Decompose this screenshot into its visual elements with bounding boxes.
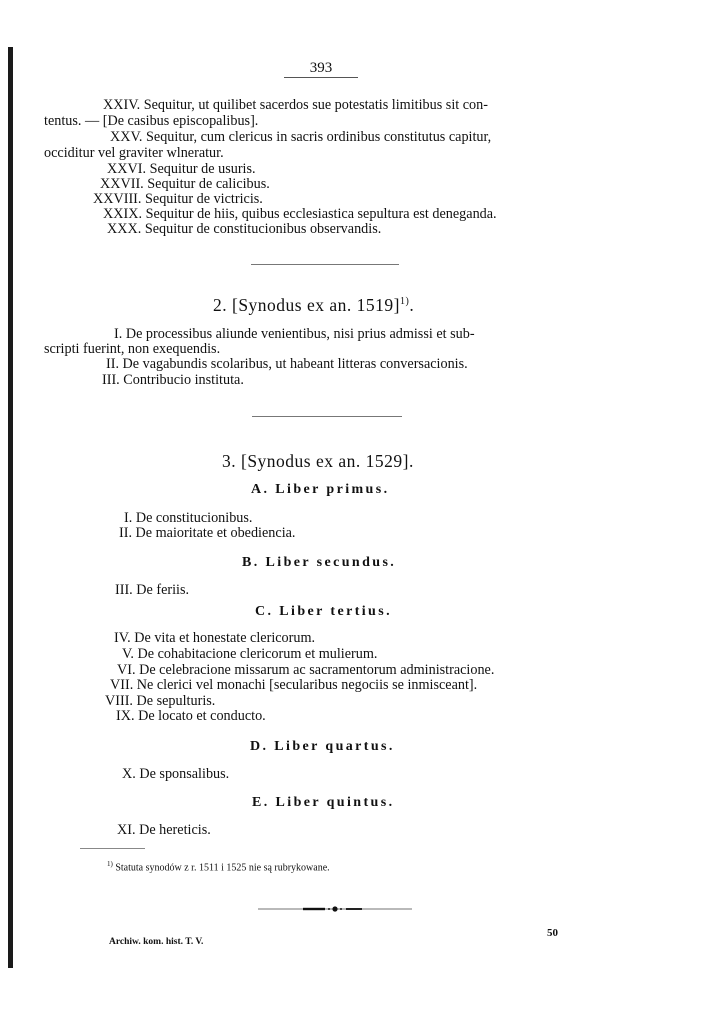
item-text: De maioritate et obediencia.	[135, 525, 296, 541]
list-item	[107, 161, 256, 177]
list-item	[114, 326, 475, 342]
item-number: XXVIII.	[93, 191, 142, 207]
item-text: De vagabundis scolaribus, ut habeant litteras conversacionis.	[122, 356, 468, 372]
item-text: De celebracione missarum ac sacramentorum administracione.	[139, 662, 495, 678]
item-text: Contribucio instituta.	[123, 372, 244, 388]
list-item	[107, 221, 381, 237]
item-number: XXIX.	[103, 206, 143, 222]
item-text: De processibus aliunde venientibus, nisi prius admissi et sub-	[125, 326, 475, 342]
footnote-text: Statuta synodów z r. 1511 i 1525 nie są rubrykowane.	[115, 862, 330, 874]
item-number: I.	[124, 510, 133, 526]
list-item	[103, 97, 488, 113]
list-item	[119, 525, 295, 541]
item-text: Sequitur de constitucionibus observandis.	[144, 221, 382, 237]
item-text: Sequitur, ut quilibet sacerdos sue potestatis limitibus sit con-	[143, 97, 488, 113]
section-heading: 3. [Synodus ex an. 1529].	[222, 451, 414, 471]
item-number: XXIV.	[103, 97, 141, 113]
book-title: E. Liber quintus.	[252, 795, 395, 810]
item-number: VI.	[117, 662, 136, 678]
item-text: De locato et conducto.	[138, 708, 266, 724]
list-item	[122, 766, 229, 782]
list-item	[122, 646, 377, 662]
list-item	[100, 176, 270, 192]
item-text: Sequitur de calicibus.	[147, 176, 270, 192]
book-title: C. Liber tertius.	[255, 604, 392, 619]
item-text: De sponsalibus.	[139, 766, 230, 782]
item-number: II.	[106, 356, 119, 372]
item-number: VIII.	[105, 693, 133, 709]
item-number: IV.	[114, 630, 131, 646]
signature-mark: Archiw. kom. hist. T. V.	[109, 937, 204, 947]
list-item	[114, 630, 315, 646]
item-text: De vita et honestate clericorum.	[134, 630, 316, 646]
item-text: Sequitur de usuris.	[149, 161, 256, 177]
item-number: IX.	[116, 708, 135, 724]
footnote-reference[interactable]: 1)	[399, 296, 410, 307]
list-item	[93, 191, 263, 207]
section-divider	[252, 416, 402, 417]
list-item	[124, 510, 252, 526]
list-item	[110, 129, 491, 145]
item-number: III.	[115, 582, 133, 598]
item-text: De constitucionibus.	[135, 510, 253, 526]
item-number: III.	[102, 372, 120, 388]
item-number: XXV.	[110, 129, 143, 145]
item-number: X.	[122, 766, 136, 782]
list-item	[117, 662, 494, 678]
footnote-marker: 1)	[107, 860, 113, 868]
footnote-separator	[80, 848, 145, 849]
list-item	[103, 206, 497, 222]
list-item-continuation: scripti fuerint, non exequendis.	[44, 341, 221, 357]
sheet-number: 50	[547, 927, 558, 939]
item-text: De sepulturis.	[136, 693, 216, 709]
list-item-continuation: tentus. — [De casibus episcopalibus].	[44, 113, 259, 129]
list-item	[116, 708, 266, 724]
item-text: Sequitur de victricis.	[145, 191, 263, 207]
item-text: Sequitur de hiis, quibus ecclesiastica sepultura est deneganda.	[145, 206, 497, 222]
list-item	[102, 372, 244, 388]
page-number: 393	[284, 60, 358, 78]
item-number: XXVII.	[100, 176, 144, 192]
item-text: Sequitur, cum clericus in sacris ordinibus constitutus capitur,	[146, 129, 492, 145]
list-item	[117, 822, 211, 838]
footnote	[107, 858, 330, 874]
item-text: Ne clerici vel monachi [secularibus negociis se inmisceant].	[136, 677, 478, 693]
list-item	[105, 693, 215, 709]
section-heading: 2. [Synodus ex an. 1519]$^{1)}$.	[213, 294, 415, 315]
item-number: XXX.	[107, 221, 142, 237]
item-number: XI.	[117, 822, 136, 838]
book-title: A. Liber primus.	[251, 482, 390, 497]
item-number: I.	[114, 326, 123, 342]
item-number: V.	[122, 646, 134, 662]
item-number: VII.	[110, 677, 134, 693]
item-number: XXVI.	[107, 161, 147, 177]
item-text: De cohabitacione clericorum et mulierum.	[137, 646, 378, 662]
item-text: De hereticis.	[139, 822, 211, 838]
list-item	[106, 356, 468, 372]
list-item	[115, 582, 189, 598]
list-item-continuation: occiditur vel graviter wlneratur.	[44, 145, 224, 161]
item-text: De feriis.	[136, 582, 190, 598]
ornamental-rule-icon	[258, 905, 412, 913]
section-divider	[251, 264, 399, 265]
book-title: B. Liber secundus.	[242, 555, 397, 570]
book-title: D. Liber quartus.	[250, 739, 395, 754]
item-number: II.	[119, 525, 132, 541]
list-item	[110, 677, 477, 693]
page-border-line	[8, 47, 13, 968]
